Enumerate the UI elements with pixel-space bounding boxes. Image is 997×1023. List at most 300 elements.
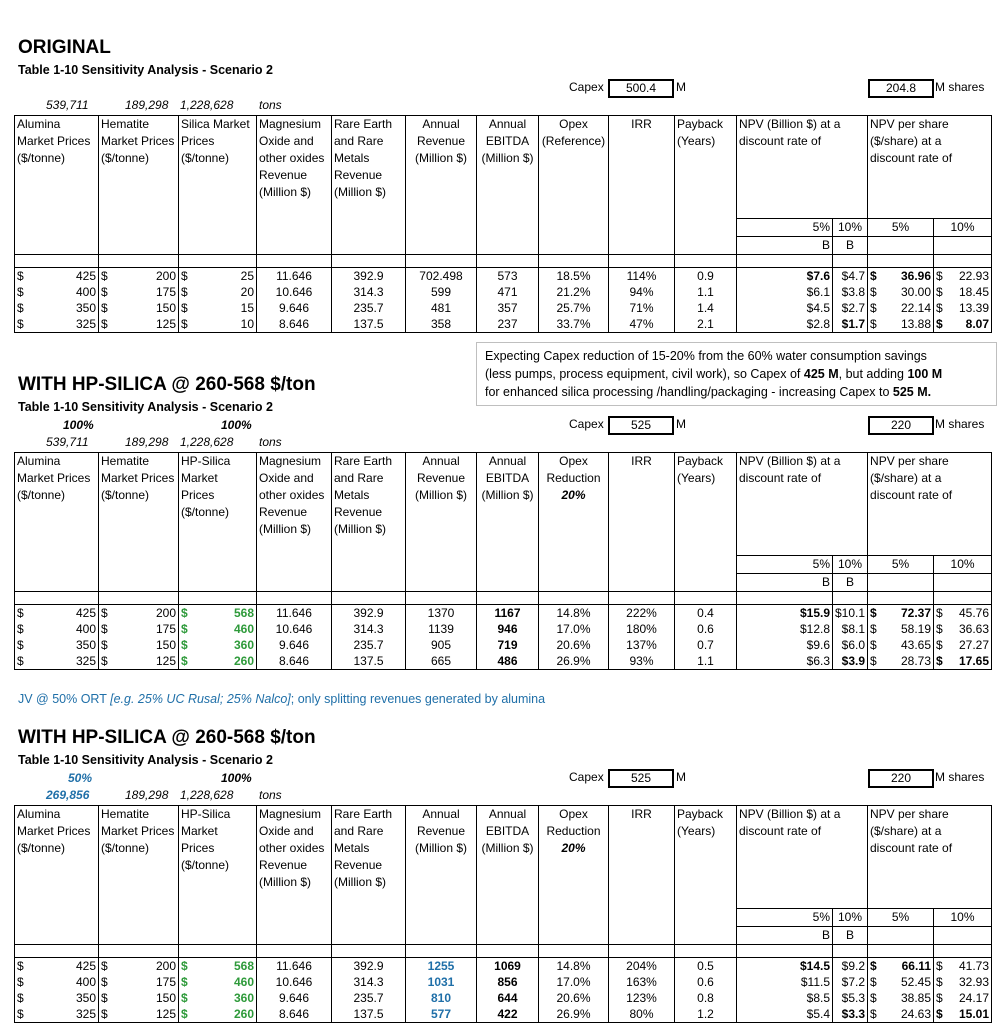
table-row bbox=[15, 316, 992, 333]
cell-value: 810 bbox=[430, 990, 452, 1005]
cell-value: 66.11 bbox=[901, 958, 931, 973]
currency-symbol: $ bbox=[870, 958, 877, 973]
cell-ebitda bbox=[477, 621, 539, 637]
cell-value: 10.646 bbox=[275, 621, 313, 636]
cell-npv-5 bbox=[737, 300, 833, 316]
cell-value: $3.9 bbox=[841, 653, 866, 668]
cell-share-10 bbox=[934, 284, 992, 300]
cell-value: 10 bbox=[240, 316, 254, 331]
cell-value: 24.63 bbox=[900, 1006, 931, 1021]
cell-value: $6.1 bbox=[806, 284, 830, 299]
section-title: ORIGINAL bbox=[18, 37, 111, 58]
currency-symbol: $ bbox=[181, 990, 188, 1005]
cell-value: 0.6 bbox=[697, 974, 714, 989]
cell-magnesium bbox=[257, 990, 332, 1006]
cell-value: 175 bbox=[155, 621, 176, 636]
cell-payback bbox=[675, 267, 737, 284]
currency-symbol: $ bbox=[870, 990, 877, 1005]
cell-value: 1.1 bbox=[697, 653, 714, 668]
cell-value: 21.2% bbox=[556, 284, 591, 299]
cell-magnesium bbox=[257, 653, 332, 670]
note-line: for enhanced silica processing /handling/packaging - increasing Capex to 525 M. bbox=[485, 385, 932, 399]
cell-share-5 bbox=[868, 621, 934, 637]
currency-symbol: $ bbox=[870, 1006, 877, 1021]
cell-value: $15.9 bbox=[799, 605, 830, 620]
cell-silica bbox=[179, 316, 257, 333]
cell-value: 125 bbox=[155, 653, 176, 668]
cell-opex bbox=[539, 300, 609, 316]
cell-value: 0.4 bbox=[697, 605, 714, 620]
cell-value: 17.0% bbox=[556, 974, 591, 989]
cell-alumina bbox=[15, 637, 99, 653]
header-ebitda: Annual EBITDA (Million $) bbox=[477, 116, 539, 219]
cell-value: 0.7 bbox=[697, 637, 714, 652]
header-ebitda: Annual EBITDA (Million $) bbox=[477, 806, 539, 909]
cell-value: 150 bbox=[155, 637, 176, 652]
cell-npv-10 bbox=[833, 653, 868, 670]
cell-value: 123% bbox=[626, 990, 657, 1005]
cell-revenue bbox=[406, 637, 477, 653]
cell-value: 20.6% bbox=[556, 637, 591, 652]
cell-value: 17.65 bbox=[959, 653, 990, 668]
cell-value: 71% bbox=[629, 300, 654, 315]
cell-value: 260 bbox=[233, 1006, 254, 1021]
cell-value: 0.6 bbox=[697, 621, 714, 636]
cell-npv-10 bbox=[833, 284, 868, 300]
cell-ebitda bbox=[477, 604, 539, 621]
currency-symbol: $ bbox=[17, 316, 24, 331]
note-line: (less pumps, process equipment, civil work), so Capex of 425 M, but adding 100 M bbox=[485, 367, 943, 381]
cell-ebitda bbox=[477, 974, 539, 990]
header-npv-share: NPV per share ($/share) at a discount rate of bbox=[868, 453, 992, 556]
cell-value: 425 bbox=[75, 605, 96, 620]
currency-symbol: $ bbox=[17, 637, 24, 652]
cell-npv-5 bbox=[737, 637, 833, 653]
cell-value: 422 bbox=[497, 1006, 518, 1021]
cell-value: 573 bbox=[497, 268, 518, 283]
header-hematite: Hematite Market Prices ($/tonne) bbox=[99, 806, 179, 909]
cell-opex bbox=[539, 974, 609, 990]
cell-npv-10 bbox=[833, 621, 868, 637]
table-row bbox=[15, 284, 992, 300]
cell-value: 125 bbox=[155, 1006, 176, 1021]
header-payback: Payback (Years) bbox=[675, 806, 737, 909]
cell-value: 26.9% bbox=[556, 1006, 591, 1021]
header-npv: NPV (Billion $) at a discount rate of bbox=[737, 453, 868, 556]
currency-symbol: $ bbox=[17, 990, 24, 1005]
cell-hematite bbox=[99, 316, 179, 333]
cell-value: 222% bbox=[626, 605, 657, 620]
cell-magnesium bbox=[257, 267, 332, 284]
cell-value: $4.5 bbox=[806, 300, 830, 315]
cell-hematite bbox=[99, 957, 179, 974]
sensitivity-table-jv bbox=[14, 805, 992, 1023]
cell-npv-10 bbox=[833, 316, 868, 333]
npv-unit-b: B bbox=[833, 236, 868, 254]
currency-symbol: $ bbox=[101, 990, 108, 1005]
cell-value: 18.5% bbox=[556, 268, 591, 283]
cell-silica bbox=[179, 621, 257, 637]
cell-hematite bbox=[99, 284, 179, 300]
cell-share-5 bbox=[868, 284, 934, 300]
cell-value: 1031 bbox=[427, 974, 455, 989]
cell-value: 9.646 bbox=[278, 990, 310, 1005]
cell-value: 72.37 bbox=[901, 605, 932, 620]
capex-label: Capex bbox=[569, 770, 604, 784]
cell-value: 460 bbox=[233, 974, 254, 989]
cell-value: $3.3 bbox=[841, 1006, 865, 1021]
cell-value: 577 bbox=[430, 1006, 452, 1021]
capex-value[interactable]: 500.4 bbox=[608, 79, 674, 98]
currency-symbol: $ bbox=[101, 653, 108, 668]
cell-rare-earth bbox=[332, 621, 406, 637]
pct-silica: 100% bbox=[221, 771, 252, 785]
cell-revenue bbox=[406, 974, 477, 990]
cell-value: 137% bbox=[626, 637, 657, 652]
currency-symbol: $ bbox=[870, 300, 877, 315]
cell-revenue bbox=[406, 1006, 477, 1023]
cell-magnesium bbox=[257, 300, 332, 316]
cell-irr bbox=[609, 653, 675, 670]
cell-alumina bbox=[15, 604, 99, 621]
capex-value[interactable]: 525 bbox=[608, 769, 674, 788]
sensitivity-table-hp-silica bbox=[14, 452, 992, 670]
header-rare-earth: Rare Earth and Rare Metals Revenue (Million $) bbox=[332, 116, 406, 219]
header-irr: IRR bbox=[609, 116, 675, 219]
currency-symbol: $ bbox=[17, 653, 24, 668]
jv-note: JV @ 50% ORT [e.g. 25% UC Rusal; 25% Nalco]; only splitting revenues generated by alumina bbox=[18, 692, 546, 706]
cell-opex bbox=[539, 267, 609, 284]
header-hematite: Hematite Market Prices ($/tonne) bbox=[99, 116, 179, 219]
cell-hematite bbox=[99, 267, 179, 284]
cell-hematite bbox=[99, 604, 179, 621]
header-silica: Silica Market Prices ($/tonne) bbox=[179, 116, 257, 219]
currency-symbol: $ bbox=[181, 653, 188, 668]
cell-value: 644 bbox=[497, 990, 518, 1005]
cell-value: 325 bbox=[75, 653, 96, 668]
rate-npv-5: 5% bbox=[737, 555, 833, 573]
tons-silica: 1,228,628 bbox=[180, 788, 234, 802]
cell-value: 200 bbox=[155, 268, 176, 283]
cell-share-5 bbox=[868, 974, 934, 990]
cell-value: 8.646 bbox=[278, 1006, 310, 1021]
cell-share-10 bbox=[934, 604, 992, 621]
cell-payback bbox=[675, 637, 737, 653]
sensitivity-table-original bbox=[14, 115, 992, 333]
cell-value: 30.00 bbox=[900, 284, 931, 299]
cell-value: 52.45 bbox=[900, 974, 931, 989]
cell-value: 33.7% bbox=[556, 316, 591, 331]
cell-value: 1.1 bbox=[697, 284, 714, 299]
cell-value: 392.9 bbox=[353, 958, 384, 973]
cell-value: 357 bbox=[497, 300, 518, 315]
table-row bbox=[15, 974, 992, 990]
shares-value[interactable]: 220 bbox=[868, 416, 934, 435]
npv-unit-b: B bbox=[833, 926, 868, 944]
cell-value: 38.85 bbox=[900, 990, 931, 1005]
cell-rare-earth bbox=[332, 316, 406, 333]
table-row bbox=[15, 1006, 992, 1023]
cell-share-5 bbox=[868, 637, 934, 653]
cell-value: 47% bbox=[629, 316, 654, 331]
cell-rare-earth bbox=[332, 990, 406, 1006]
cell-value: 360 bbox=[233, 990, 254, 1005]
cell-value: $5.4 bbox=[806, 1006, 830, 1021]
cell-alumina bbox=[15, 267, 99, 284]
rate-npv-10: 10% bbox=[833, 555, 868, 573]
cell-hematite bbox=[99, 637, 179, 653]
cell-value: 200 bbox=[155, 958, 176, 973]
cell-revenue bbox=[406, 300, 477, 316]
cell-opex bbox=[539, 621, 609, 637]
currency-symbol: $ bbox=[101, 1006, 108, 1021]
cell-npv-5 bbox=[737, 621, 833, 637]
shares-value[interactable]: 220 bbox=[868, 769, 934, 788]
cell-value: $3.8 bbox=[841, 284, 865, 299]
currency-symbol: $ bbox=[101, 316, 108, 331]
cell-value: 9.646 bbox=[278, 300, 310, 315]
cell-payback bbox=[675, 621, 737, 637]
currency-symbol: $ bbox=[936, 1006, 943, 1021]
cell-rare-earth bbox=[332, 637, 406, 653]
npv-unit-b: B bbox=[737, 573, 833, 591]
cell-value: 400 bbox=[75, 974, 96, 989]
capex-note bbox=[476, 342, 997, 406]
cell-alumina bbox=[15, 653, 99, 670]
cell-npv-10 bbox=[833, 1006, 868, 1023]
cell-ebitda bbox=[477, 267, 539, 284]
cell-silica bbox=[179, 637, 257, 653]
cell-silica bbox=[179, 957, 257, 974]
cell-hematite bbox=[99, 990, 179, 1006]
cell-value: 0.8 bbox=[697, 990, 714, 1005]
currency-symbol: $ bbox=[181, 974, 188, 989]
cell-revenue bbox=[406, 957, 477, 974]
cell-magnesium bbox=[257, 316, 332, 333]
currency-symbol: $ bbox=[936, 653, 943, 668]
rate-share-5: 5% bbox=[868, 555, 934, 573]
cell-revenue bbox=[406, 653, 477, 670]
currency-symbol: $ bbox=[101, 637, 108, 652]
cell-revenue bbox=[406, 604, 477, 621]
cell-irr bbox=[609, 974, 675, 990]
header-magnesium: Magnesium Oxide and other oxides Revenue (Million $) bbox=[257, 806, 332, 909]
cell-value: 163% bbox=[626, 974, 657, 989]
header-irr: IRR bbox=[609, 453, 675, 556]
cell-share-10 bbox=[934, 957, 992, 974]
cell-irr bbox=[609, 957, 675, 974]
cell-value: $6.0 bbox=[841, 637, 866, 652]
cell-value: 665 bbox=[430, 653, 452, 668]
note-line: Expecting Capex reduction of 15-20% from the 60% water consumption savings bbox=[485, 349, 927, 363]
currency-symbol: $ bbox=[17, 300, 24, 315]
cell-value: 260 bbox=[233, 653, 254, 668]
cell-value: 114% bbox=[626, 268, 657, 283]
cell-irr bbox=[609, 990, 675, 1006]
cell-share-10 bbox=[934, 653, 992, 670]
section-title: WITH HP-SILICA @ 260-568 $/ton bbox=[18, 374, 316, 395]
table-row bbox=[15, 957, 992, 974]
cell-value: 27.27 bbox=[959, 637, 990, 652]
cell-share-5 bbox=[868, 316, 934, 333]
cell-irr bbox=[609, 284, 675, 300]
cell-alumina bbox=[15, 957, 99, 974]
currency-symbol: $ bbox=[101, 621, 108, 636]
shares-unit: M shares bbox=[935, 80, 985, 94]
cell-share-5 bbox=[868, 990, 934, 1006]
currency-symbol: $ bbox=[181, 268, 188, 283]
currency-symbol: $ bbox=[936, 300, 943, 315]
cell-share-10 bbox=[934, 974, 992, 990]
cell-value: 200 bbox=[155, 605, 176, 620]
capex-label: Capex bbox=[569, 417, 604, 431]
cell-value: $1.7 bbox=[841, 316, 865, 331]
cell-ebitda bbox=[477, 637, 539, 653]
npv-unit-b: B bbox=[737, 236, 833, 254]
currency-symbol: $ bbox=[936, 958, 943, 973]
cell-magnesium bbox=[257, 637, 332, 653]
cell-magnesium bbox=[257, 621, 332, 637]
table-row bbox=[15, 604, 992, 621]
cell-silica bbox=[179, 604, 257, 621]
cell-value: 22.93 bbox=[958, 268, 989, 283]
cell-npv-5 bbox=[737, 974, 833, 990]
cell-value: 1.2 bbox=[697, 1006, 714, 1021]
cell-value: 0.5 bbox=[697, 958, 714, 973]
cell-value: 11.646 bbox=[276, 958, 312, 973]
header-hematite: Hematite Market Prices ($/tonne) bbox=[99, 453, 179, 556]
pct-silica: 100% bbox=[221, 418, 252, 432]
cell-value: 1.4 bbox=[697, 300, 714, 315]
currency-symbol: $ bbox=[870, 974, 877, 989]
header-npv: NPV (Billion $) at a discount rate of bbox=[737, 116, 868, 219]
cell-value: 400 bbox=[75, 284, 96, 299]
cell-revenue bbox=[406, 316, 477, 333]
cell-npv-10 bbox=[833, 267, 868, 284]
cell-npv-10 bbox=[833, 957, 868, 974]
rate-npv-5: 5% bbox=[737, 218, 833, 236]
cell-value: $2.8 bbox=[806, 316, 830, 331]
cell-ebitda bbox=[477, 300, 539, 316]
section-title: WITH HP-SILICA @ 260-568 $/ton bbox=[18, 727, 316, 748]
cell-npv-10 bbox=[833, 604, 868, 621]
header-magnesium: Magnesium Oxide and other oxides Revenue (Million $) bbox=[257, 453, 332, 556]
cell-value: 568 bbox=[233, 605, 254, 620]
cell-value: 180% bbox=[626, 621, 657, 636]
rate-npv-10: 10% bbox=[833, 218, 868, 236]
capex-unit: M bbox=[676, 770, 686, 784]
cell-share-10 bbox=[934, 300, 992, 316]
cell-value: 325 bbox=[75, 316, 96, 331]
cell-value: 1167 bbox=[494, 605, 521, 620]
currency-symbol: $ bbox=[101, 605, 108, 620]
cell-payback bbox=[675, 604, 737, 621]
cell-value: 314.3 bbox=[353, 284, 384, 299]
cell-payback bbox=[675, 316, 737, 333]
cell-share-5 bbox=[868, 300, 934, 316]
cell-opex bbox=[539, 284, 609, 300]
cell-share-5 bbox=[868, 653, 934, 670]
cell-value: 350 bbox=[75, 300, 96, 315]
cell-value: $8.5 bbox=[806, 990, 830, 1005]
cell-value: 14.8% bbox=[556, 605, 591, 620]
header-silica: HP-Silica Market Prices ($/tonne) bbox=[179, 806, 257, 909]
cell-value: 58.19 bbox=[901, 621, 932, 636]
rate-share-10: 10% bbox=[934, 555, 992, 573]
cell-silica bbox=[179, 300, 257, 316]
cell-value: 32.93 bbox=[958, 974, 989, 989]
header-revenue: Annual Revenue (Million $) bbox=[406, 453, 477, 556]
cell-value: $11.5 bbox=[800, 974, 830, 989]
capex-unit: M bbox=[676, 417, 686, 431]
currency-symbol: $ bbox=[181, 300, 188, 315]
cell-value: 17.0% bbox=[556, 621, 591, 636]
cell-rare-earth bbox=[332, 284, 406, 300]
table-row bbox=[15, 637, 992, 653]
tons-silica: 1,228,628 bbox=[180, 435, 234, 449]
cell-ebitda bbox=[477, 316, 539, 333]
cell-value: 80% bbox=[629, 1006, 654, 1021]
cell-value: 204% bbox=[626, 958, 657, 973]
cell-value: 8.646 bbox=[278, 316, 310, 331]
currency-symbol: $ bbox=[870, 316, 877, 331]
tons-alumina: 269,856 bbox=[46, 788, 90, 802]
cell-value: 125 bbox=[155, 316, 176, 331]
rate-share-10: 10% bbox=[934, 218, 992, 236]
header-alumina: Alumina Market Prices ($/tonne) bbox=[15, 116, 99, 219]
cell-opex bbox=[539, 604, 609, 621]
npv-unit-b: B bbox=[833, 573, 868, 591]
currency-symbol: $ bbox=[181, 621, 188, 636]
capex-unit: M bbox=[676, 80, 686, 94]
cell-opex bbox=[539, 957, 609, 974]
cell-value: 400 bbox=[75, 621, 96, 636]
shares-value[interactable]: 204.8 bbox=[868, 79, 934, 98]
cell-value: 360 bbox=[233, 637, 254, 652]
cell-value: 719 bbox=[497, 637, 518, 652]
currency-symbol: $ bbox=[181, 605, 188, 620]
currency-symbol: $ bbox=[17, 1006, 24, 1021]
currency-symbol: $ bbox=[17, 284, 24, 299]
cell-value: 22.14 bbox=[900, 300, 931, 315]
cell-opex bbox=[539, 637, 609, 653]
cell-value: 8.07 bbox=[965, 316, 989, 331]
cell-value: 392.9 bbox=[353, 605, 384, 620]
cell-value: $9.2 bbox=[841, 958, 865, 973]
cell-irr bbox=[609, 604, 675, 621]
table-row bbox=[15, 300, 992, 316]
cell-rare-earth bbox=[332, 300, 406, 316]
cell-rare-earth bbox=[332, 267, 406, 284]
cell-silica bbox=[179, 974, 257, 990]
cell-value: 10.646 bbox=[275, 974, 313, 989]
cell-hematite bbox=[99, 621, 179, 637]
cell-value: 702.498 bbox=[419, 268, 463, 283]
cell-revenue bbox=[406, 284, 477, 300]
currency-symbol: $ bbox=[936, 284, 943, 299]
cell-value: 486 bbox=[497, 653, 518, 668]
cell-alumina bbox=[15, 316, 99, 333]
capex-value[interactable]: 525 bbox=[608, 416, 674, 435]
cell-magnesium bbox=[257, 284, 332, 300]
cell-value: 137.5 bbox=[353, 1006, 384, 1021]
rate-share-5: 5% bbox=[868, 908, 934, 926]
cell-irr bbox=[609, 637, 675, 653]
currency-symbol: $ bbox=[17, 605, 24, 620]
cell-share-10 bbox=[934, 1006, 992, 1023]
cell-value: 15.01 bbox=[958, 1006, 989, 1021]
currency-symbol: $ bbox=[936, 990, 943, 1005]
